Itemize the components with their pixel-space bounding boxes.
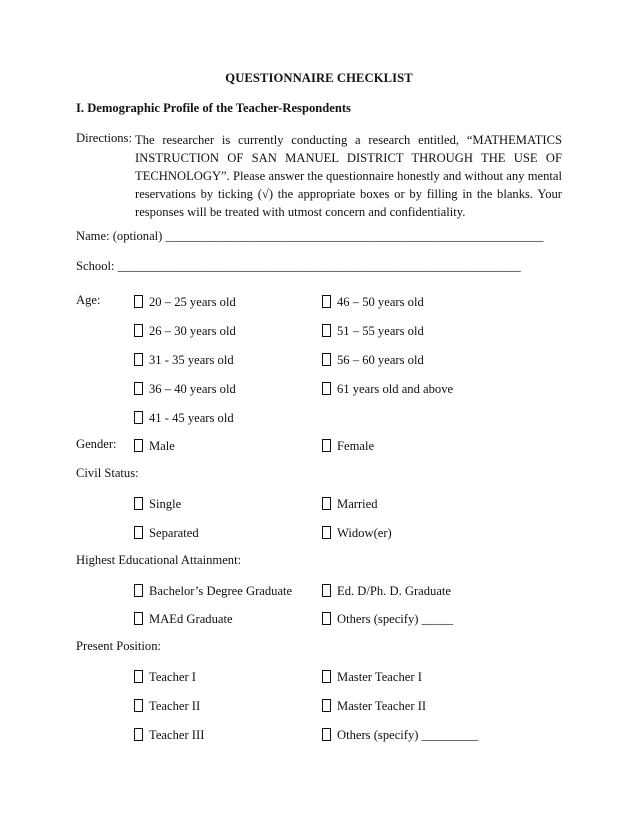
age-option[interactable] bbox=[134, 322, 236, 339]
option-label: Married bbox=[337, 497, 378, 511]
age-option[interactable] bbox=[134, 351, 234, 368]
position-option[interactable] bbox=[322, 697, 426, 714]
name-input[interactable]: ____________________________________________________________ bbox=[165, 229, 544, 243]
checkbox[interactable] bbox=[134, 670, 143, 683]
checkbox[interactable] bbox=[134, 324, 143, 337]
school-label: School: bbox=[76, 259, 115, 273]
checkbox[interactable] bbox=[134, 526, 143, 539]
directions-label: Directions: bbox=[76, 131, 132, 145]
position-option[interactable] bbox=[322, 726, 478, 743]
position-option[interactable] bbox=[322, 668, 422, 685]
gender-option[interactable] bbox=[134, 437, 175, 454]
option-label: 56 – 60 years old bbox=[337, 353, 424, 367]
directions-text: The researcher is currently conducting a research entitled, “MATHEMATICS INSTRUCTION OF SAN MANUEL DISTRICT THROUGH THE USE OF TECHNOLOGY”. Please answer the questionnaire honestly and without any mental reservations by ticking (√) the appropriate boxes or by filling in the blanks. Your responses will be treated with utmost concern and confidentiality. bbox=[135, 133, 562, 219]
option-label: 51 – 55 years old bbox=[337, 324, 424, 338]
option-label: Female bbox=[337, 439, 375, 453]
checkbox[interactable] bbox=[322, 670, 331, 683]
civil-status-option[interactable] bbox=[322, 495, 378, 512]
checkbox[interactable] bbox=[322, 728, 331, 741]
name-label: Name: (optional) bbox=[76, 229, 163, 243]
position-option[interactable] bbox=[134, 668, 196, 685]
checkbox[interactable] bbox=[322, 584, 331, 597]
education-option[interactable] bbox=[322, 610, 453, 627]
option-label: MAEd Graduate bbox=[149, 612, 233, 626]
checkbox[interactable] bbox=[322, 295, 331, 308]
checkbox[interactable] bbox=[134, 497, 143, 510]
checkbox[interactable] bbox=[322, 382, 331, 395]
option-label: Male bbox=[149, 439, 175, 453]
option-label: Bachelor’s Degree Graduate bbox=[149, 584, 293, 598]
option-label: Ed. D/Ph. D. Graduate bbox=[337, 584, 452, 598]
education-option[interactable] bbox=[134, 610, 233, 627]
checkbox[interactable] bbox=[322, 526, 331, 539]
age-option[interactable] bbox=[134, 380, 236, 397]
civil-status-label: Civil Status: bbox=[76, 466, 139, 480]
education-option[interactable] bbox=[322, 582, 451, 599]
position-option[interactable] bbox=[134, 726, 204, 743]
option-label: 20 – 25 years old bbox=[149, 295, 236, 309]
checkbox[interactable] bbox=[322, 439, 331, 452]
checkbox[interactable] bbox=[134, 382, 143, 395]
section-heading: I. Demographic Profile of the Teacher-Respondents bbox=[76, 101, 351, 115]
civil-status-option[interactable] bbox=[134, 524, 199, 541]
checkbox[interactable] bbox=[134, 295, 143, 308]
option-label: 46 – 50 years old bbox=[337, 295, 424, 309]
option-label: Separated bbox=[149, 526, 199, 540]
age-option[interactable] bbox=[134, 293, 236, 310]
checkbox[interactable] bbox=[134, 612, 143, 625]
option-label: 36 – 40 years old bbox=[149, 382, 236, 396]
civil-status-option[interactable] bbox=[322, 524, 392, 541]
option-label: Others (specify) _____ bbox=[337, 612, 454, 626]
education-option[interactable] bbox=[134, 582, 292, 599]
age-option[interactable] bbox=[322, 351, 424, 368]
option-label: 26 – 30 years old bbox=[149, 324, 236, 338]
checkbox[interactable] bbox=[322, 699, 331, 712]
checkbox[interactable] bbox=[134, 411, 143, 424]
school-field bbox=[76, 259, 521, 274]
option-label: 61 years old and above bbox=[337, 382, 454, 396]
option-label: Single bbox=[149, 497, 182, 511]
age-option[interactable] bbox=[134, 409, 234, 426]
checkbox[interactable] bbox=[134, 439, 143, 452]
checkbox[interactable] bbox=[134, 584, 143, 597]
checkbox[interactable] bbox=[322, 497, 331, 510]
checkbox[interactable] bbox=[322, 612, 331, 625]
age-option[interactable] bbox=[322, 293, 424, 310]
checkbox[interactable] bbox=[134, 353, 143, 366]
option-label: Teacher I bbox=[149, 670, 197, 684]
option-label: Widow(er) bbox=[337, 526, 392, 540]
gender-label: Gender: bbox=[76, 437, 117, 451]
option-label: 41 - 45 years old bbox=[149, 411, 234, 425]
school-input[interactable]: ________________________________________________________________ bbox=[117, 259, 521, 273]
name-field bbox=[76, 229, 543, 244]
page-title: QUESTIONNAIRE CHECKLIST bbox=[225, 71, 413, 85]
checkbox[interactable] bbox=[134, 728, 143, 741]
option-label: 31 - 35 years old bbox=[149, 353, 234, 367]
option-label: Master Teacher I bbox=[337, 670, 422, 684]
civil-status-option[interactable] bbox=[134, 495, 181, 512]
age-option[interactable] bbox=[322, 380, 453, 397]
position-option[interactable] bbox=[134, 697, 200, 714]
checkbox[interactable] bbox=[322, 353, 331, 366]
option-label: Teacher III bbox=[149, 728, 205, 742]
age-option[interactable] bbox=[322, 322, 424, 339]
checkbox[interactable] bbox=[322, 324, 331, 337]
option-label: Teacher II bbox=[149, 699, 201, 713]
option-label: Master Teacher II bbox=[337, 699, 427, 713]
checkbox[interactable] bbox=[134, 699, 143, 712]
gender-option[interactable] bbox=[322, 437, 374, 454]
option-label: Others (specify) _________ bbox=[337, 728, 479, 742]
education-label: Highest Educational Attainment: bbox=[76, 553, 242, 567]
position-label: Present Position: bbox=[76, 639, 162, 653]
age-label: Age: bbox=[76, 293, 101, 307]
